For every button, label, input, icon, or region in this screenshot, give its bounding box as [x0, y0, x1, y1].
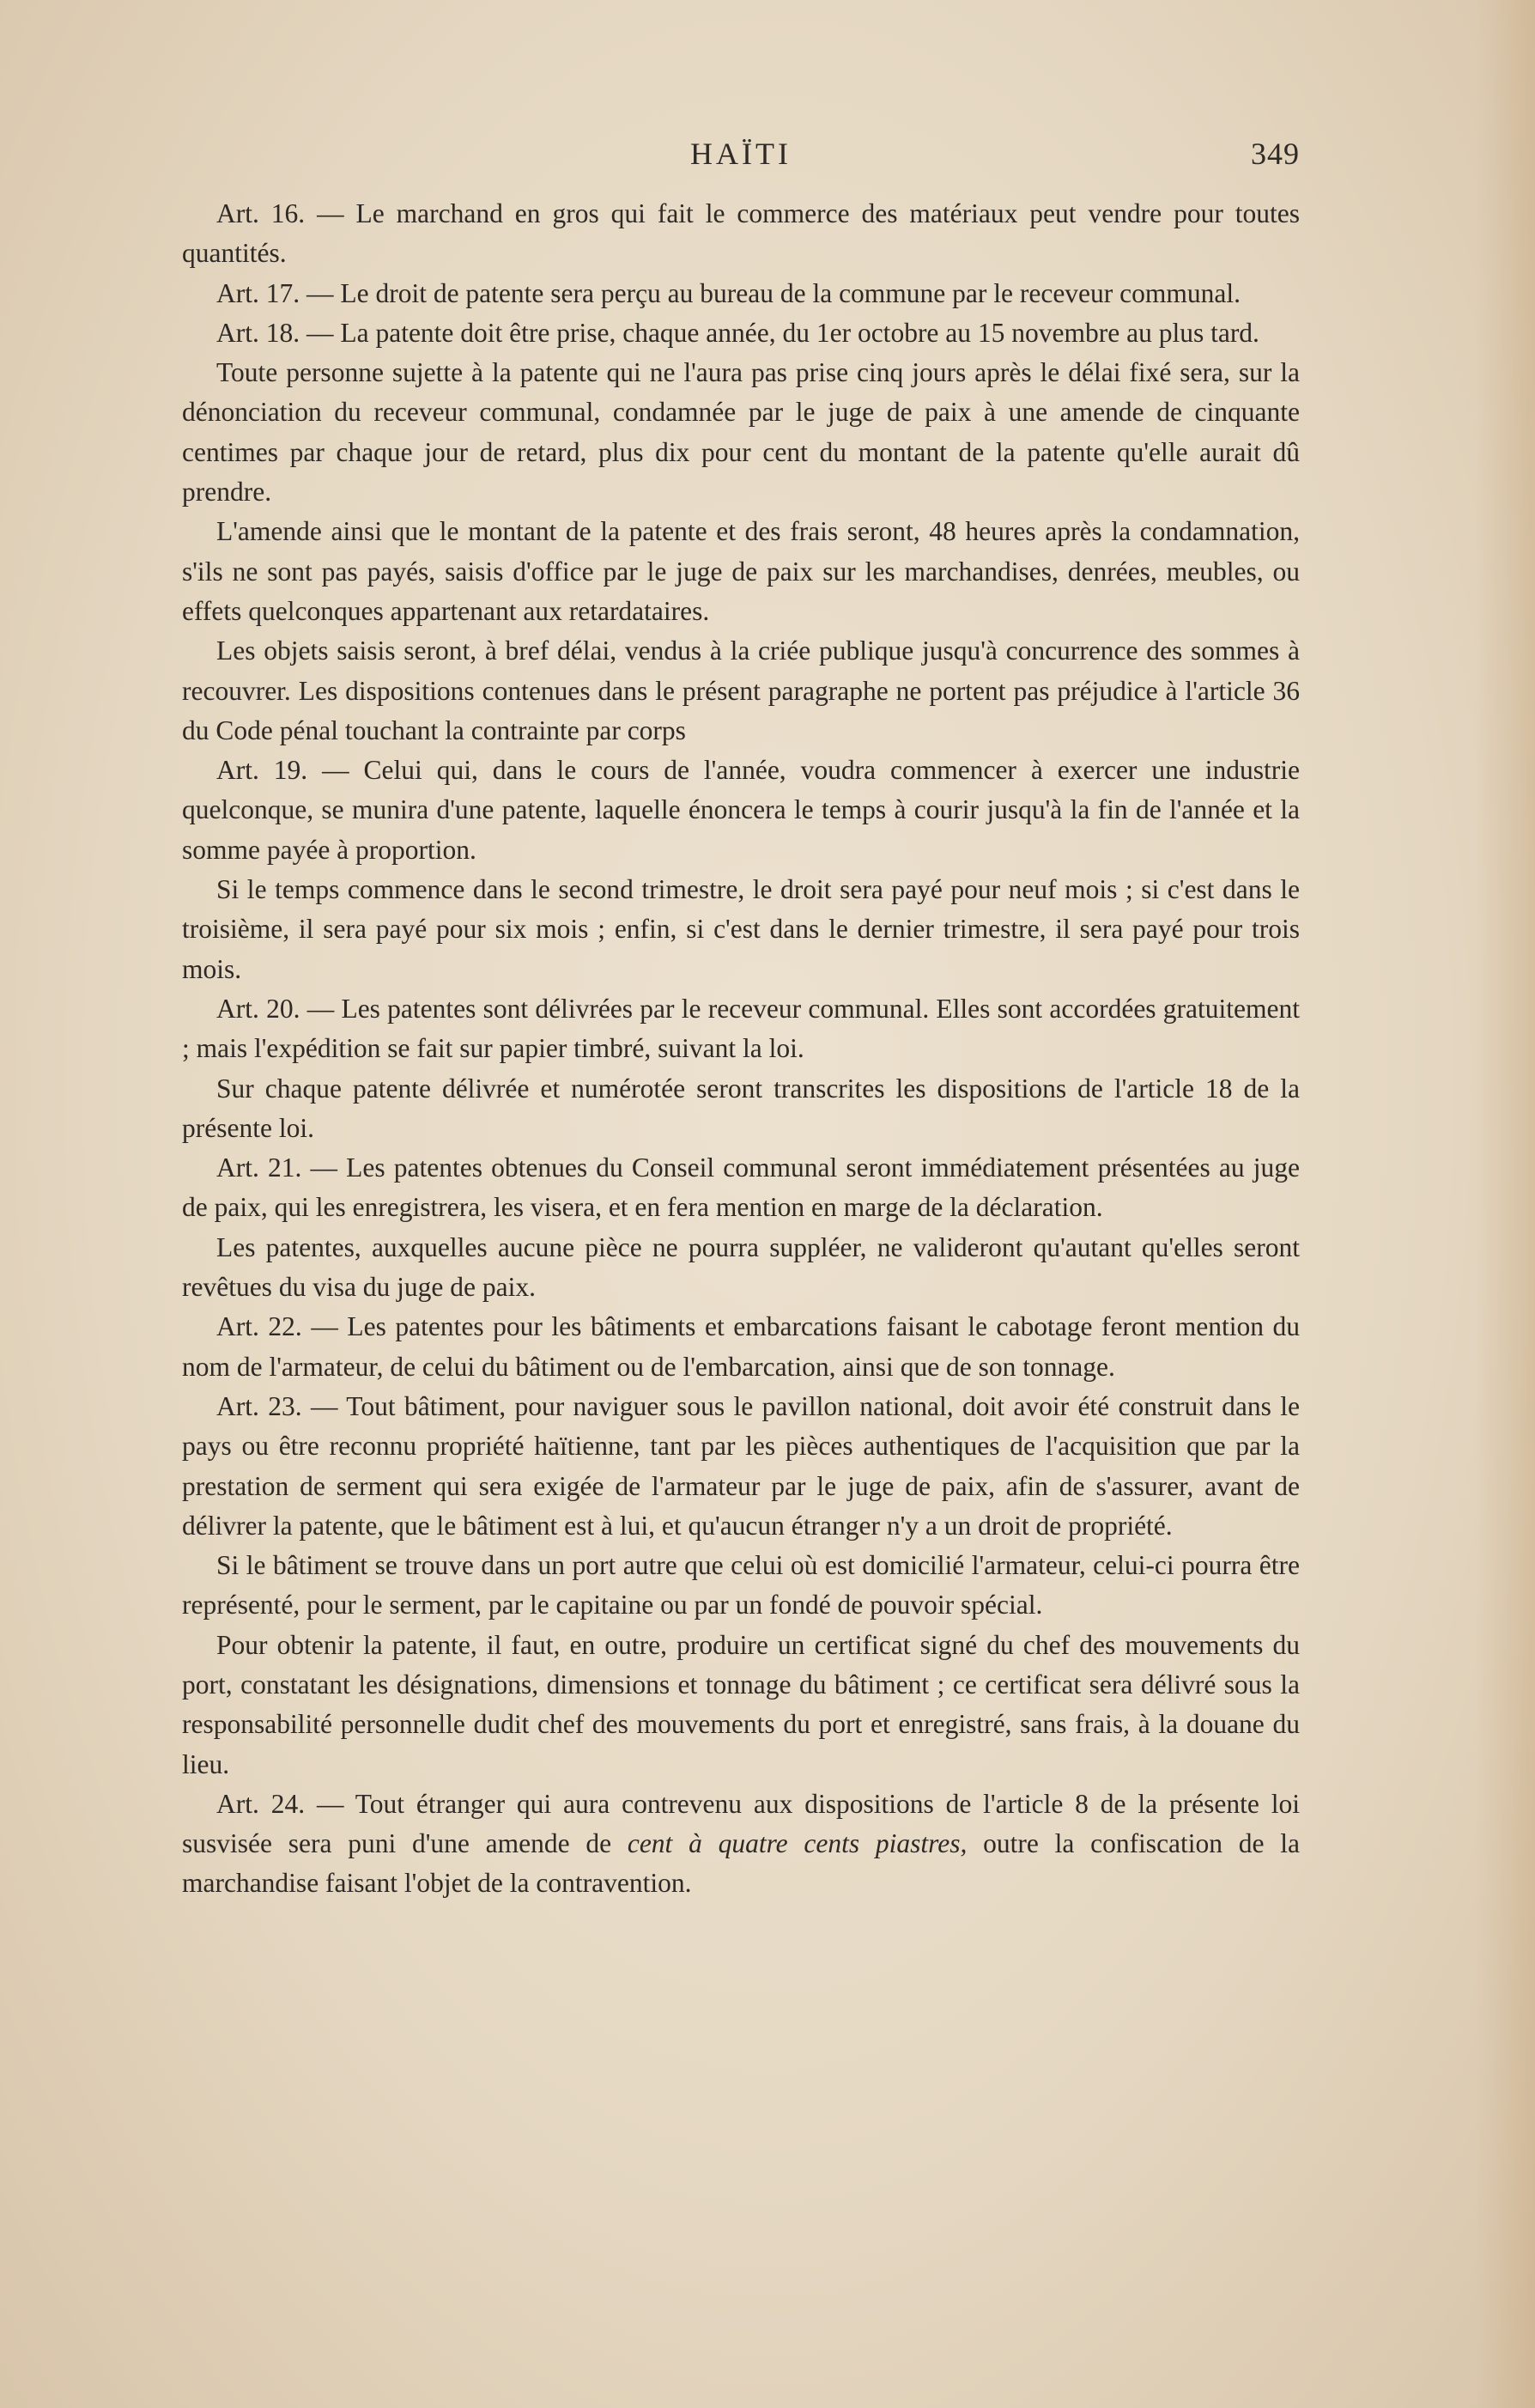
paragraph-art-21: Art. 21. — Les patentes obtenues du Conseil communal seront immédiatement présentées au juge de paix, qui les enregistrera, les visera, et en fera mention en marge de la déclaration.: [182, 1152, 1300, 1223]
paragraph-art-18-sale: Les objets saisis seront, à bref délai, vendus à la criée publique jusqu'à concurrence des sommes à recouvrer. Les dispositions contenues dans le présent paragraphe ne portent pas préjudice à l'article 36 du Code pénal touchant la contrainte par corps: [182, 635, 1300, 745]
page-edge-shading: [1475, 0, 1535, 2408]
paragraph-art-20-transcription: Sur chaque patente délivrée et numérotée seront transcrites les dispositions de l'article 18 de la présente loi.: [182, 1073, 1300, 1143]
paragraph-art-18: Art. 18. — La patente doit être prise, chaque année, du 1er octobre au 15 novembre au plus tard.: [216, 317, 1259, 348]
page-header: [182, 136, 1300, 187]
paragraph-art-20: Art. 20. — Les patentes sont délivrées par le receveur communal. Elles sont accordées gratuitement ; mais l'expédition se fait sur papier timbré, suivant la loi.: [182, 993, 1300, 1064]
paragraph-art-17: Art. 17. — Le droit de patente sera perçu au bureau de la commune par le receveur communal.: [216, 277, 1241, 308]
body-text: [182, 194, 1300, 1904]
paragraph-art-23: Art. 23. — Tout bâtiment, pour naviguer sous le pavillon national, doit avoir été construit dans le pays ou être reconnu propriété haïtienne, tant par les pièces authentiques de l'acquisition que par la prestation de serment qui sera exigée de l'armateur par le juge de paix, afin de s'assurer, avant de délivrer la patente, que le bâtiment est à lui, et qu'aucun étranger n'y a un droit de propriété.: [182, 1390, 1300, 1541]
paragraph-art-22: Art. 22. — Les patentes pour les bâtiments et embarcations faisant le cabotage feront mention du nom de l'armateur, de celui du bâtiment ou de l'embarcation, ainsi que de son tonnage.: [182, 1311, 1300, 1382]
paragraph-art-19: Art. 19. — Celui qui, dans le cours de l'année, voudra commencer à exercer une industrie quelconque, se munira d'une patente, laquelle énoncera le temps à courir jusqu'à la fin de l'année et la somme payée à proportion.: [182, 755, 1300, 865]
running-title: HAÏTI: [690, 137, 792, 171]
paragraph-art-18-penalty: Toute personne sujette à la patente qui ne l'aura pas prise cinq jours après le délai fixé sera, sur la dénonciation du receveur communal, condamnée par le juge de paix à une amende de cinquante centimes par chaque jour de retard, plus dix pour cent du montant de la patente qu'elle aurait dû prendre.: [182, 357, 1300, 508]
paragraph-art-16: Art. 16. — Le marchand en gros qui fait le commerce des matériaux peut vendre pour toutes quantités.: [182, 198, 1300, 269]
paragraph-art-23-representation: Si le bâtiment se trouve dans un port autre que celui où est domicilié l'armateur, celui-ci pourra être représenté, pour le serment, par le capitaine ou par un fondé de pouvoir spécial.: [182, 1550, 1300, 1621]
paragraph-art-18-seizure: L'amende ainsi que le montant de la patente et des frais seront, 48 heures après la condamnation, s'ils ne sont pas payés, saisis d'office par le juge de paix sur les marchandises, denrées, meubles, ou effets quelconques appartenant aux retardataires.: [182, 516, 1300, 626]
paragraph-art-24: [182, 1785, 1300, 1904]
paragraph-art-19-trimester: Si le temps commence dans le second trimestre, le droit sera payé pour neuf mois ; si c'est dans le troisième, il sera payé pour six mois ; enfin, si c'est dans le dernier trimestre, il sera payé pour trois mois.: [182, 874, 1300, 984]
paragraph-art-23-certificate: Pour obtenir la patente, il faut, en outre, produire un certificat signé du chef des mouvements du port, constatant les désignations, dimensions et tonnage du bâtiment ; ce certificat sera délivré sous la responsabilité personnelle dudit chef des mouvements du port et enregistré, sans frais, à la douane du lieu.: [182, 1629, 1300, 1779]
art-24-text: Art. 24. — Tout étranger qui aura contrevenu aux dispositions de l'article 8 de la présente loi susvisée sera puni d'une amende de: [182, 1788, 1300, 1859]
page-number: 349: [1251, 137, 1300, 171]
art-24-text-end: outre la confiscation de la marchandise faisant l'objet de la contravention.: [182, 1828, 1301, 1899]
art-24-fine-amount: cent à quatre cents piastres,: [627, 1828, 968, 1859]
paragraph-art-21-visa: Les patentes, auxquelles aucune pièce ne pourra suppléer, ne valideront qu'autant qu'elles seront revêtues du visa du juge de paix.: [182, 1231, 1300, 1303]
